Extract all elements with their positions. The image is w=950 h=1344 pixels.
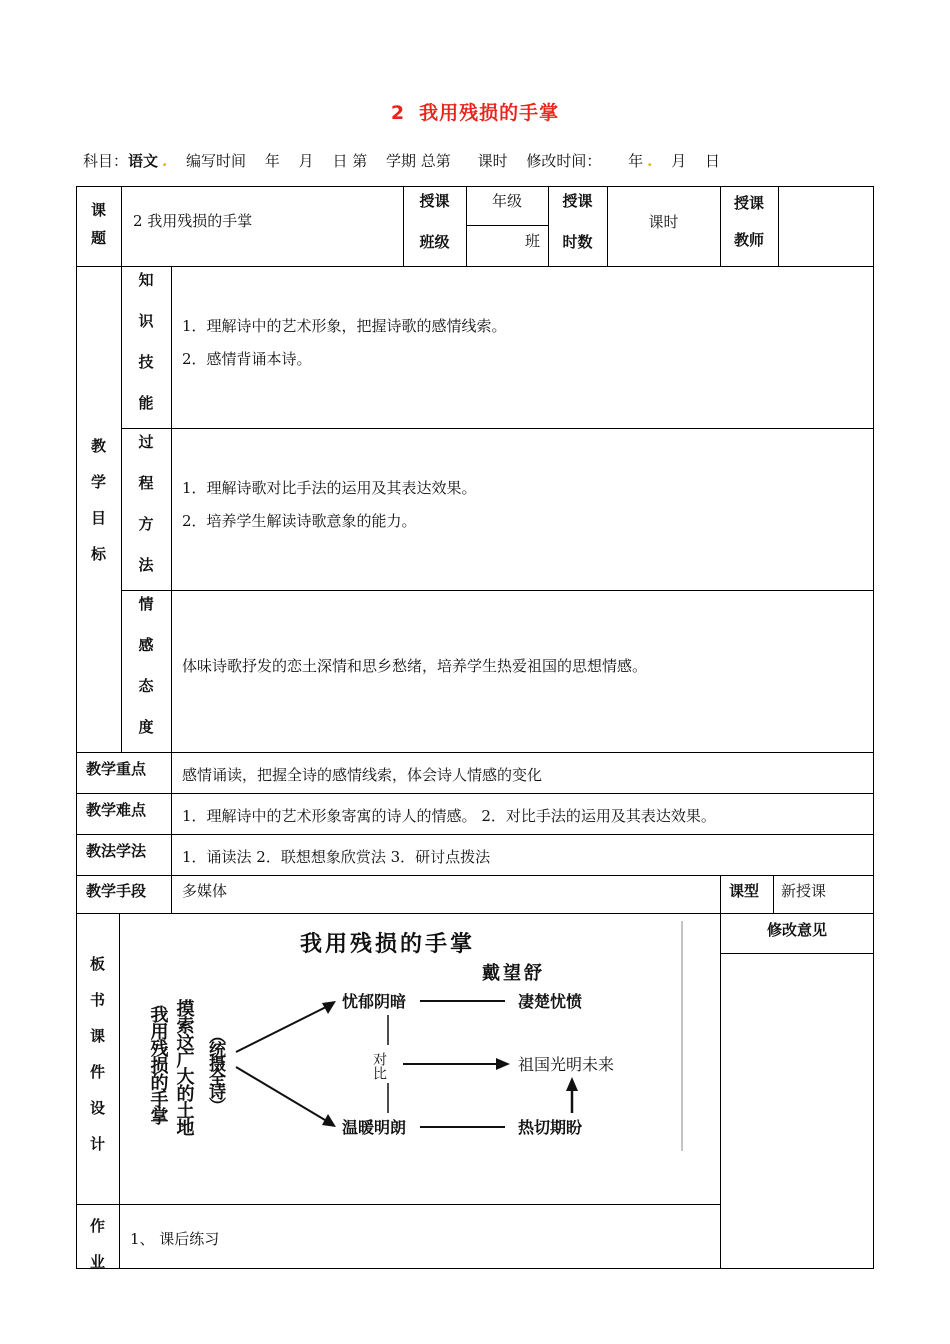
key-point-label: 教学重点 [86, 760, 147, 778]
month-label: 月 [298, 152, 314, 170]
term-total-label: 学期 总第 [386, 152, 451, 170]
knowledge-label: 知识技能 [138, 271, 154, 412]
board-diagram [120, 917, 720, 1202]
board-label: 板书课件设计 [89, 955, 105, 1153]
diagram-gloomy: 忧郁阴暗 [342, 992, 407, 1011]
diagram-future: 祖国光明未来 [518, 1055, 615, 1074]
teach-hours-label-2: 时数 [562, 233, 593, 251]
difficulty-text: 1．理解诗中的艺术形象寄寓的诗人的情感。 2．对比手法的运用及其表达效果。 [182, 807, 716, 825]
key-point-text: 感情诵读，把握全诗的感情线索，体会诗人情感的变化 [182, 766, 543, 784]
subject-value: 语文 [128, 152, 159, 170]
process-item: 1．理解诗歌对比手法的运用及其表达效果。 [182, 479, 477, 497]
diagram-warm: 温暖明朗 [342, 1118, 407, 1137]
methods-label: 教法学法 [86, 842, 147, 860]
title-text: 我用残损的手掌 [419, 102, 560, 124]
teach-hours-label-1: 授课 [562, 192, 593, 210]
title-number: 2 [390, 102, 406, 124]
methods-text: 1．诵读法 2．联想想象欣赏法 3．研讨点拨法 [182, 848, 491, 866]
emotion-text: 体味诗歌抒发的恋土深情和思乡愁绪，培养学生热爱祖国的思想情感。 [182, 657, 648, 675]
diagram-sorrow: 凄楚忧愤 [518, 992, 583, 1011]
class-type-value: 新授课 [781, 882, 827, 900]
diagram-title: 我用残损的手掌 [300, 931, 476, 957]
mark-dot: . [647, 152, 653, 170]
hours-label: 课时 [648, 213, 679, 231]
teacher-label-2: 教师 [733, 231, 764, 249]
compose-time-label: 编写时间 [186, 152, 247, 170]
objectives-label: 教学目标 [90, 437, 106, 563]
diagram-author: 戴望舒 [482, 963, 545, 984]
teach-class-label-1: 授课 [419, 192, 450, 210]
knowledge-item: 1．理解诗中的艺术形象，把握诗歌的感情线索。 [182, 317, 507, 335]
homework-text: 1、 课后练习 [130, 1230, 220, 1248]
class-type-label: 课型 [729, 882, 760, 900]
revise-time-label: 修改时间： [526, 152, 602, 170]
diagram-touch-text: 摸索这广大的土地 [173, 999, 195, 1135]
meta-line [83, 150, 734, 171]
subject-label: 科目： [83, 152, 129, 170]
class-label: 班 [524, 232, 540, 250]
emotion-label: 情感态度 [138, 595, 154, 736]
diagram-contrast: 对比 [371, 1052, 387, 1080]
year2-label: 年 [628, 152, 644, 170]
difficulty-label: 教学难点 [86, 801, 147, 819]
process-items [182, 477, 862, 543]
means-label: 教学手段 [86, 882, 147, 900]
revise-opinion-label: 修改意见 [766, 921, 827, 939]
month2-label: 月 [671, 152, 687, 170]
means-text: 多媒体 [182, 882, 228, 900]
diagram-hope: 热切期盼 [518, 1118, 583, 1137]
arrow-down-line [236, 1067, 330, 1123]
grade-label: 年级 [491, 192, 522, 210]
contrast-arrow-head [496, 1058, 510, 1070]
lesson-time-label: 课时 [477, 152, 508, 170]
topic-value: 2 我用残损的手掌 [133, 212, 253, 230]
teach-class-label-2: 班级 [419, 233, 450, 251]
diagram-unify-text: （统摄全诗） [205, 1027, 225, 1111]
year-label: 年 [264, 152, 280, 170]
knowledge-item: 2．感情背诵本诗。 [182, 350, 312, 368]
mark-dot: . [162, 152, 168, 170]
day2-label: 日 [704, 152, 720, 170]
hope-arrow-head [566, 1077, 578, 1091]
page-title [0, 98, 950, 125]
diagram-poem-title: 我用残损的手掌 [147, 1005, 169, 1124]
arrow-up-line [236, 1005, 330, 1052]
process-item: 2．培养学生解读诗歌意象的能力。 [182, 512, 417, 530]
process-label: 过程方法 [138, 433, 154, 574]
knowledge-items [182, 315, 862, 381]
topic-label: 课题 [90, 201, 106, 247]
teacher-label-1: 授课 [733, 194, 764, 212]
day-term-label: 日 第 [332, 152, 368, 170]
homework-label: 作业 [89, 1217, 105, 1271]
